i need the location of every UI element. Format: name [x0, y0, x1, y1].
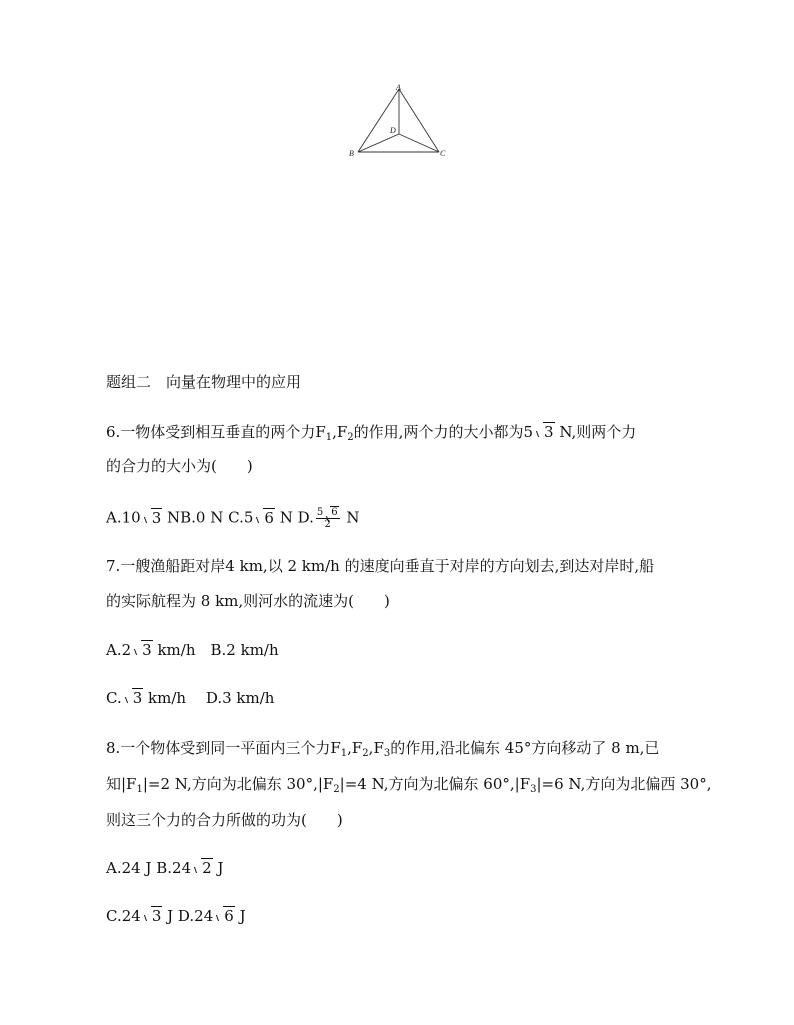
q6-line1 [106, 422, 766, 448]
q8-line2 [106, 774, 766, 800]
label-c: C [440, 149, 446, 158]
q6-text-a: 6.一物体受到相互垂直的两个力F [106, 423, 326, 441]
q6-opt-bc: NB.0 N C.5 [162, 508, 254, 527]
q8-opt-c-radicand: 3 [151, 907, 162, 925]
q8-l2-d: |=6 N,方向为北偏西 30°, [536, 775, 712, 793]
q6-options [106, 507, 766, 530]
q8-l2-sub2: 2 [333, 784, 340, 795]
q6-sub2: 2 [347, 432, 354, 443]
q7-opt-b: km/h B.2 km/h [152, 641, 279, 659]
q8-opt-d: J D.24 [162, 907, 214, 925]
q8-opt-d-radicand: 6 [224, 907, 234, 925]
q8-l2-b: |=2 N,方向为北偏东 30°,|F [142, 775, 334, 793]
q6-opt-a-sqrt [142, 508, 163, 528]
q8-l2-a: 知|F [106, 775, 137, 793]
q8-line3: 则这三个力的合力所做的功为( ) [106, 811, 343, 829]
q6-opt-d-denominator: 2 [324, 519, 331, 530]
label-b: B [349, 149, 354, 158]
q7-line1: 7.一艘渔船距对岸4 km,以 2 km/h 的速度向垂直于对岸的方向划去,到达对岸时,船 [106, 557, 655, 575]
q8-l2-sub3: 3 [530, 784, 537, 795]
q7-options-cd [106, 688, 766, 708]
q8-text-c: ,F [368, 739, 384, 757]
q8-opt-d-sqrt [214, 906, 235, 926]
q6-line2: 的合力的大小为( ) [106, 457, 253, 475]
q6-opt-d-label: N D. [274, 508, 314, 527]
q7-line2: 的实际航程为 8 km,则河水的流速为( ) [106, 592, 390, 610]
section-heading: 题组二 向量在物理中的应用 [106, 373, 302, 391]
q6-opt-a: A.10 [106, 508, 141, 527]
q8-sub2: 2 [362, 748, 369, 759]
triangle-diagram [340, 80, 450, 165]
q7-opt-c-radicand: 3 [132, 689, 143, 707]
label-d: D [390, 126, 396, 135]
q8-opt-b-sqrt [192, 858, 213, 878]
q8-l2-c: |=4 N,方向为北偏东 60°,|F [339, 775, 531, 793]
q6-opt-a-radicand: 3 [151, 508, 162, 527]
q7-opt-c: C. [106, 689, 122, 707]
q6-opt-d-num-sqrt [324, 507, 338, 518]
q7-opt-c-sqrt [123, 688, 144, 708]
q6-sqrt [534, 422, 555, 442]
q6-opt-d-num-coef: 5 [316, 507, 324, 518]
q7-options-ab [106, 640, 766, 660]
q8-text-a: 8.一个物体受到同一平面内三个力F [106, 739, 341, 757]
q8-text-d: 的作用,沿北偏东 45°方向移动了 8 m,已 [390, 739, 660, 757]
q8-opt-b-radicand: 2 [202, 859, 212, 877]
q8-sub3: 3 [383, 748, 391, 759]
q6-text-d: N,则两个力 [554, 423, 637, 441]
q8-options-ab [106, 858, 766, 878]
q8-opt-ab: A.24 J B.24 [106, 859, 192, 877]
q6-text-b: ,F [332, 423, 348, 441]
label-a: A [396, 83, 401, 92]
q6-opt-d-unit: N [341, 508, 360, 527]
q6-opt-c-sqrt [254, 508, 275, 528]
triangle-figure [340, 80, 450, 165]
q7-opt-a-radicand: 3 [142, 641, 152, 659]
q8-options-cd [106, 906, 766, 926]
q7-opt-a: A.2 [106, 641, 132, 659]
q6-text-c: 的作用,两个力的大小都为5 [353, 423, 533, 441]
q8-opt-d-unit: J [234, 907, 246, 925]
q7-opt-a-sqrt [132, 640, 153, 660]
q8-opt-c: C.24 [106, 907, 141, 925]
q8-opt-c-sqrt [142, 906, 163, 926]
q8-l2-sub1: 1 [136, 784, 143, 795]
q7-opt-d: km/h D.3 km/h [143, 689, 275, 707]
q6-sub1: 1 [325, 432, 333, 443]
q8-text-b: ,F [347, 739, 363, 757]
q8-line1 [106, 738, 766, 764]
q8-opt-b-unit: J [212, 859, 224, 877]
q6-opt-d-numerator [316, 507, 340, 519]
q6-opt-c-radicand: 6 [264, 508, 274, 527]
q6-opt-d-fraction [316, 507, 340, 530]
q6-opt-d-num-radicand: 6 [331, 507, 338, 518]
q6-radicand: 3 [544, 423, 554, 441]
q8-sub1: 1 [340, 748, 348, 759]
